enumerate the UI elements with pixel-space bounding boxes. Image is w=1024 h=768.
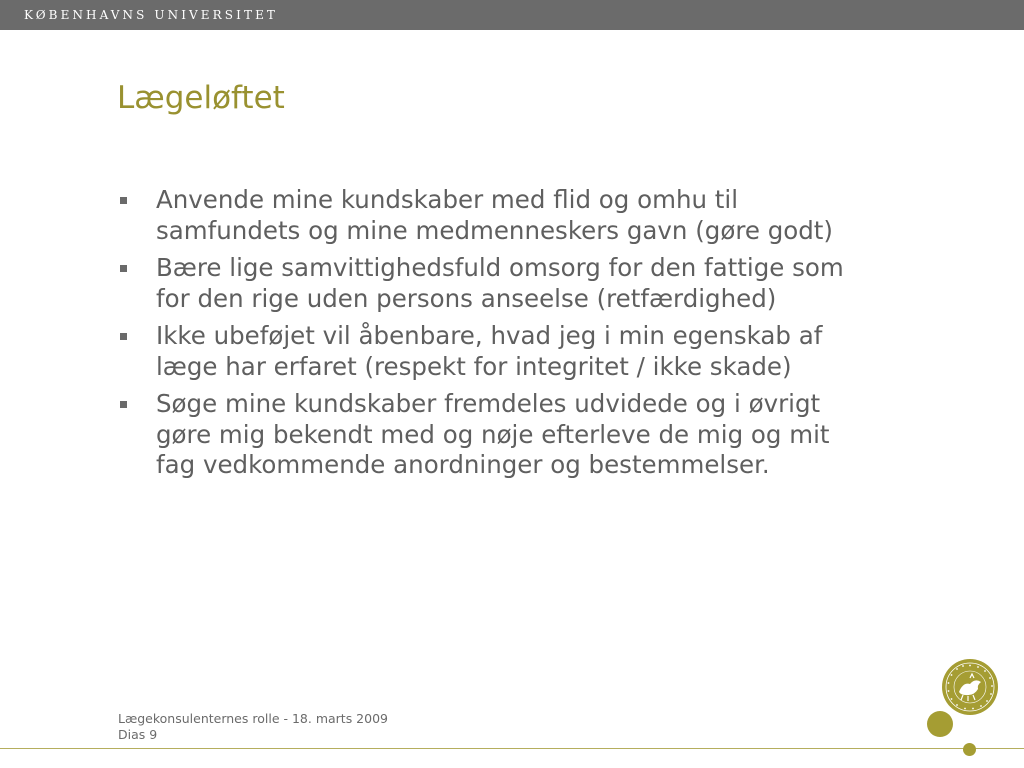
university-name: KØBENHAVNS UNIVERSITET xyxy=(24,8,279,22)
slide-number: Dias 9 xyxy=(118,727,158,742)
accent-dot-large xyxy=(927,711,953,737)
bullet-list xyxy=(117,185,857,488)
bullet-text: Ikke ubeføjet vil åbenbare, hvad jeg i min egenskab af læge har erfaret (respekt for integritet / ikke skade) xyxy=(156,321,823,381)
square-bullet-icon xyxy=(120,401,127,408)
bullet-text: Bære lige samvittighedsfuld omsorg for den fattige som for den rige uden persons anseelse (retfærdighed) xyxy=(156,253,844,313)
university-seal-icon xyxy=(941,658,999,716)
bullet-item xyxy=(117,321,857,382)
slide-footer xyxy=(118,711,388,743)
presentation-title: Lægekonsulenternes rolle - 18. marts 2009 xyxy=(118,711,388,726)
bullet-item xyxy=(117,389,857,481)
footer-line xyxy=(0,748,1024,749)
bullet-item xyxy=(117,253,857,314)
square-bullet-icon xyxy=(120,333,127,340)
bullet-item xyxy=(117,185,857,246)
bullet-text: Anvende mine kundskaber med flid og omhu til samfundets og mine medmenneskers gavn (gøre godt) xyxy=(156,185,833,245)
square-bullet-icon xyxy=(120,197,127,204)
square-bullet-icon xyxy=(120,265,127,272)
bullet-text: Søge mine kundskaber fremdeles udvidede og i øvrigt gøre mig bekendt med og nøje efterleve de mig og mit fag vedkommende anordninger og bestemmelser. xyxy=(156,389,830,479)
header-bar xyxy=(0,0,1024,30)
slide-title: Lægeløftet xyxy=(117,80,285,116)
accent-dot-small xyxy=(963,743,976,756)
